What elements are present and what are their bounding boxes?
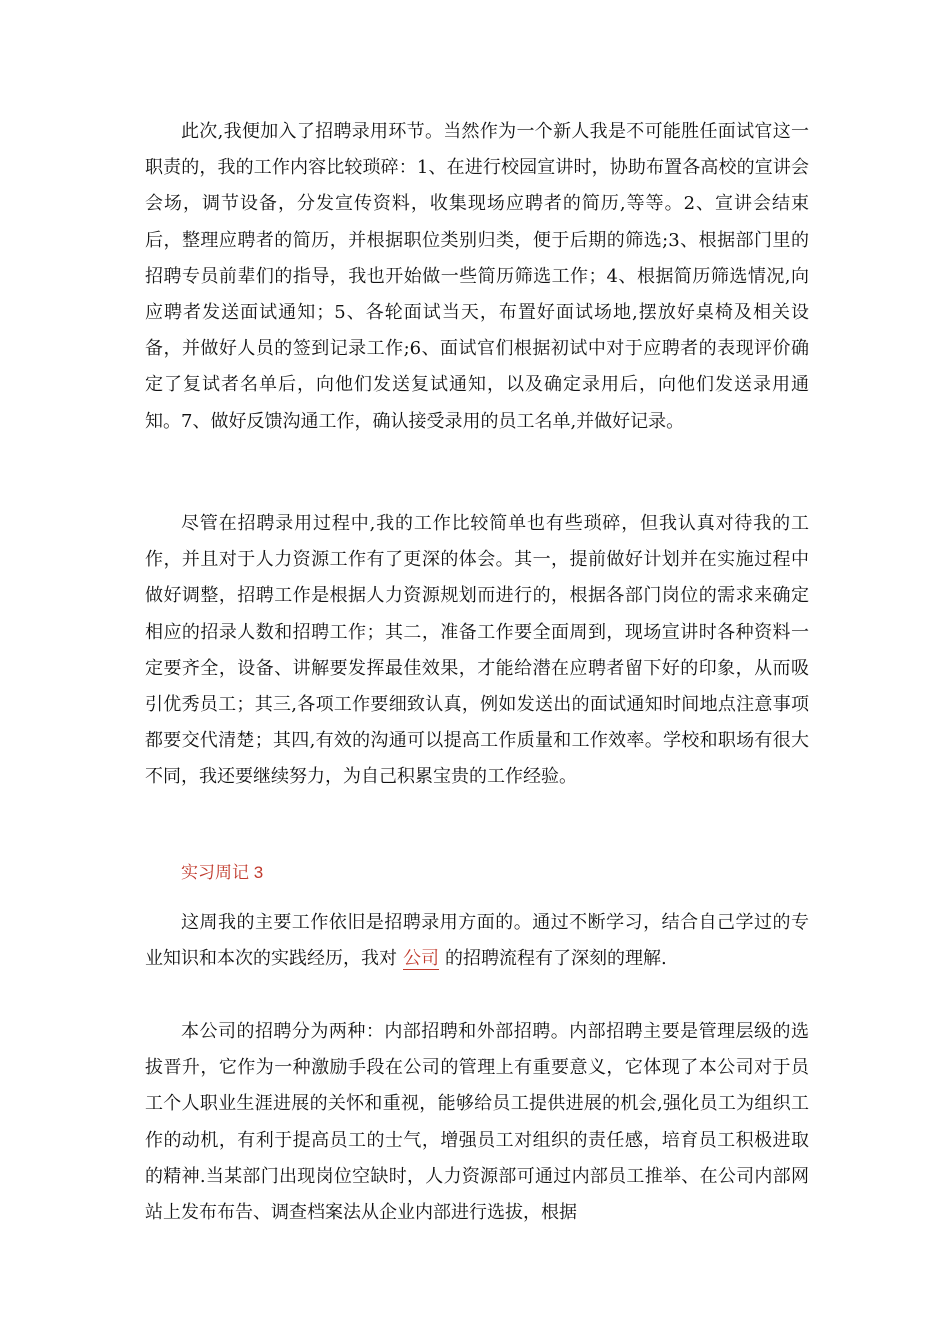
- section-heading: 实习周记 3: [181, 863, 264, 882]
- company-blank: 公司: [403, 948, 439, 970]
- paragraph-text-after: 的招聘流程有了深刻的理解.: [445, 948, 667, 970]
- body-paragraph-1: 此次,我便加入了招聘录用环节。当然作为一个新人我是不可能胜任面试官这一职责的，我的工作内容比较琐碎：1、在进行校园宣讲时，协助布置各高校的宣讲会会场，调节设备，分发宣传资料，收集现场应聘者的简历,等等。2、宣讲会结束后，整理应聘者的简历，并根据职位类别归类，便于后期的筛选;3、根据部门里的招聘专员前辈们的指导，我也开始做一些简历筛选工作；4、根据简历筛选情况,向应聘者发送面试通知；5、各轮面试当天，布置好面试场地,摆放好桌椅及相关设备，并做好人员的签到记录工作;6、面试官们根据初试中对于应聘者的表现评价确定了复试者名单后，向他们发送复试通知，以及确定录用后，向他们发送录用通知。7、做好反馈沟通工作，确认接受录用的员工名单,并做好记录。: [145, 121, 809, 432]
- body-paragraph-4: 本公司的招聘分为两种：内部招聘和外部招聘。内部招聘主要是管理层级的选拔晋升，它作为一种激励手段在公司的管理上有重要意义，它体现了本公司对于员工个人职业生涯进展的关怀和重视，能够给员工提供进展的机会,强化员工为组织工作的动机，有利于提高员工的士气，增强员工对组织的责任感，培育员工积极进取的精神.当某部门出现岗位空缺时，人力资源部可通过内部员工推举、在公司内部网站上发布布告、调查档案法从企业内部进行选拔，根据: [145, 1021, 809, 1224]
- body-paragraph-2: 尽管在招聘录用过程中,我的工作比较简单也有些琐碎，但我认真对待我的工作，并且对于人力资源工作有了更深的体会。其一，提前做好计划并在实施过程中做好调整，招聘工作是根据人力资源规划而进行的，根据各部门岗位的需求来确定相应的招录人数和招聘工作；其二，准备工作要全面周到，现场宣讲时各种资料一定要齐全，设备、讲解要发挥最佳效果，才能给潜在应聘者留下好的印象，从而吸引优秀员工；其三,各项工作要细致认真，例如发送出的面试通知时间地点注意事项都要交代清楚；其四,有效的沟通可以提高工作质量和工作效率。学校和职场有很大不同，我还要继续努力，为自己积累宝贵的工作经验。: [145, 513, 809, 788]
- body-paragraph-3: [145, 905, 809, 977]
- paragraph-text-before: 这周我的主要工作依旧是招聘录用方面的。通过不断学习，结合自己学过的专业知识和本次的实践经历，我对: [145, 912, 809, 970]
